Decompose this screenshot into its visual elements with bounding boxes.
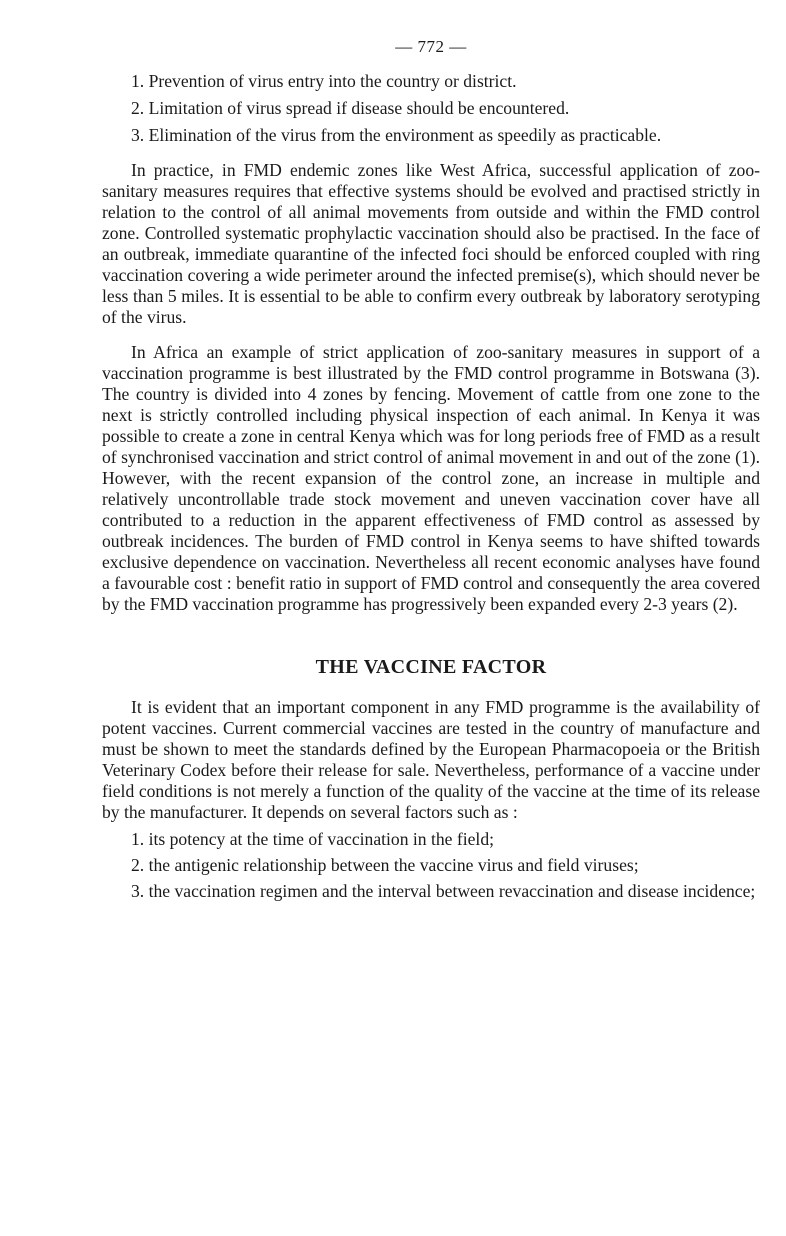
list-item: 2. the antigenic relationship between the vaccine virus and field viruses; — [131, 855, 639, 875]
intro-list — [102, 71, 760, 146]
section-heading: THE VACCINE FACTOR — [315, 656, 547, 678]
list-item: 2. Limitation of virus spread if disease should be encountered. — [131, 98, 570, 118]
list-item: 3. Elimination of the virus from the environment as speedily as practicable. — [131, 125, 662, 145]
list-item: 1. Prevention of virus entry into the country or district. — [131, 71, 517, 91]
page-number: — 772 — — [395, 37, 467, 56]
list-item: 3. the vaccination regimen and the interval between revaccination and disease incidence; — [131, 881, 756, 901]
list-item: 1. its potency at the time of vaccination in the field; — [131, 829, 495, 849]
paragraph-africa: In Africa an example of strict application of zoo-sanitary measures in support of a vaccination programme is best illustrated by the FMD control programme in Botswana (3). The country is divided into 4 zones by fencing. Movement of cattle from one zone to the next is strictly controlled including physical inspection of each animal. In Kenya it was possible to create a zone in central Kenya which was for long periods free of FMD as a result of synchronised vaccination and strict control of animal movement in and out of the zone (1). However, with the recent expansion of the control zone, an increase in multiple and relatively uncontrollable trade stock movement and uneven vaccination cover have all contributed to a reduction in the apparent effectiveness of FMD control as assessed by outbreak incidences. The burden of FMD control in Kenya seems to have shifted towards exclusive dependence on vaccination. Nevertheless all recent economic analyses have found a favourable cost : benefit ratio in support of FMD control and consequently the area covered by the FMD vaccination programme has progressively been expanded every 2-3 years (2). — [102, 342, 760, 614]
factors-list — [102, 829, 760, 902]
paragraph-vaccine-factor: It is evident that an important component in any FMD programme is the availability of potent vaccines. Current commercial vaccines are tested in the country of manufacture and must be shown to meet the standards defined by the European Pharmacopoeia or the British Veterinary Codex before their release for sale. Nevertheless, performance of a vaccine under field conditions is not merely a function of the quality of the vaccine at the time of its release by the manufacturer. It depends on several factors such as : — [102, 697, 760, 822]
paragraph-practice: In practice, in FMD endemic zones like West Africa, successful application of zoo-sanitary measures requires that effective systems should be evolved and practised strictly in relation to the control of all animal movements from outside and within the FMD control zone. Controlled systematic prophylactic vaccination should also be practised. In the face of an outbreak, immediate quarantine of the infected foci should be enforced coupled with ring vaccination covering a wide perimeter around the infected premise(s), which should never be less than 5 miles. It is essential to be able to confirm every outbreak by laboratory serotyping of the virus. — [102, 160, 760, 327]
document-page — [102, 36, 760, 907]
